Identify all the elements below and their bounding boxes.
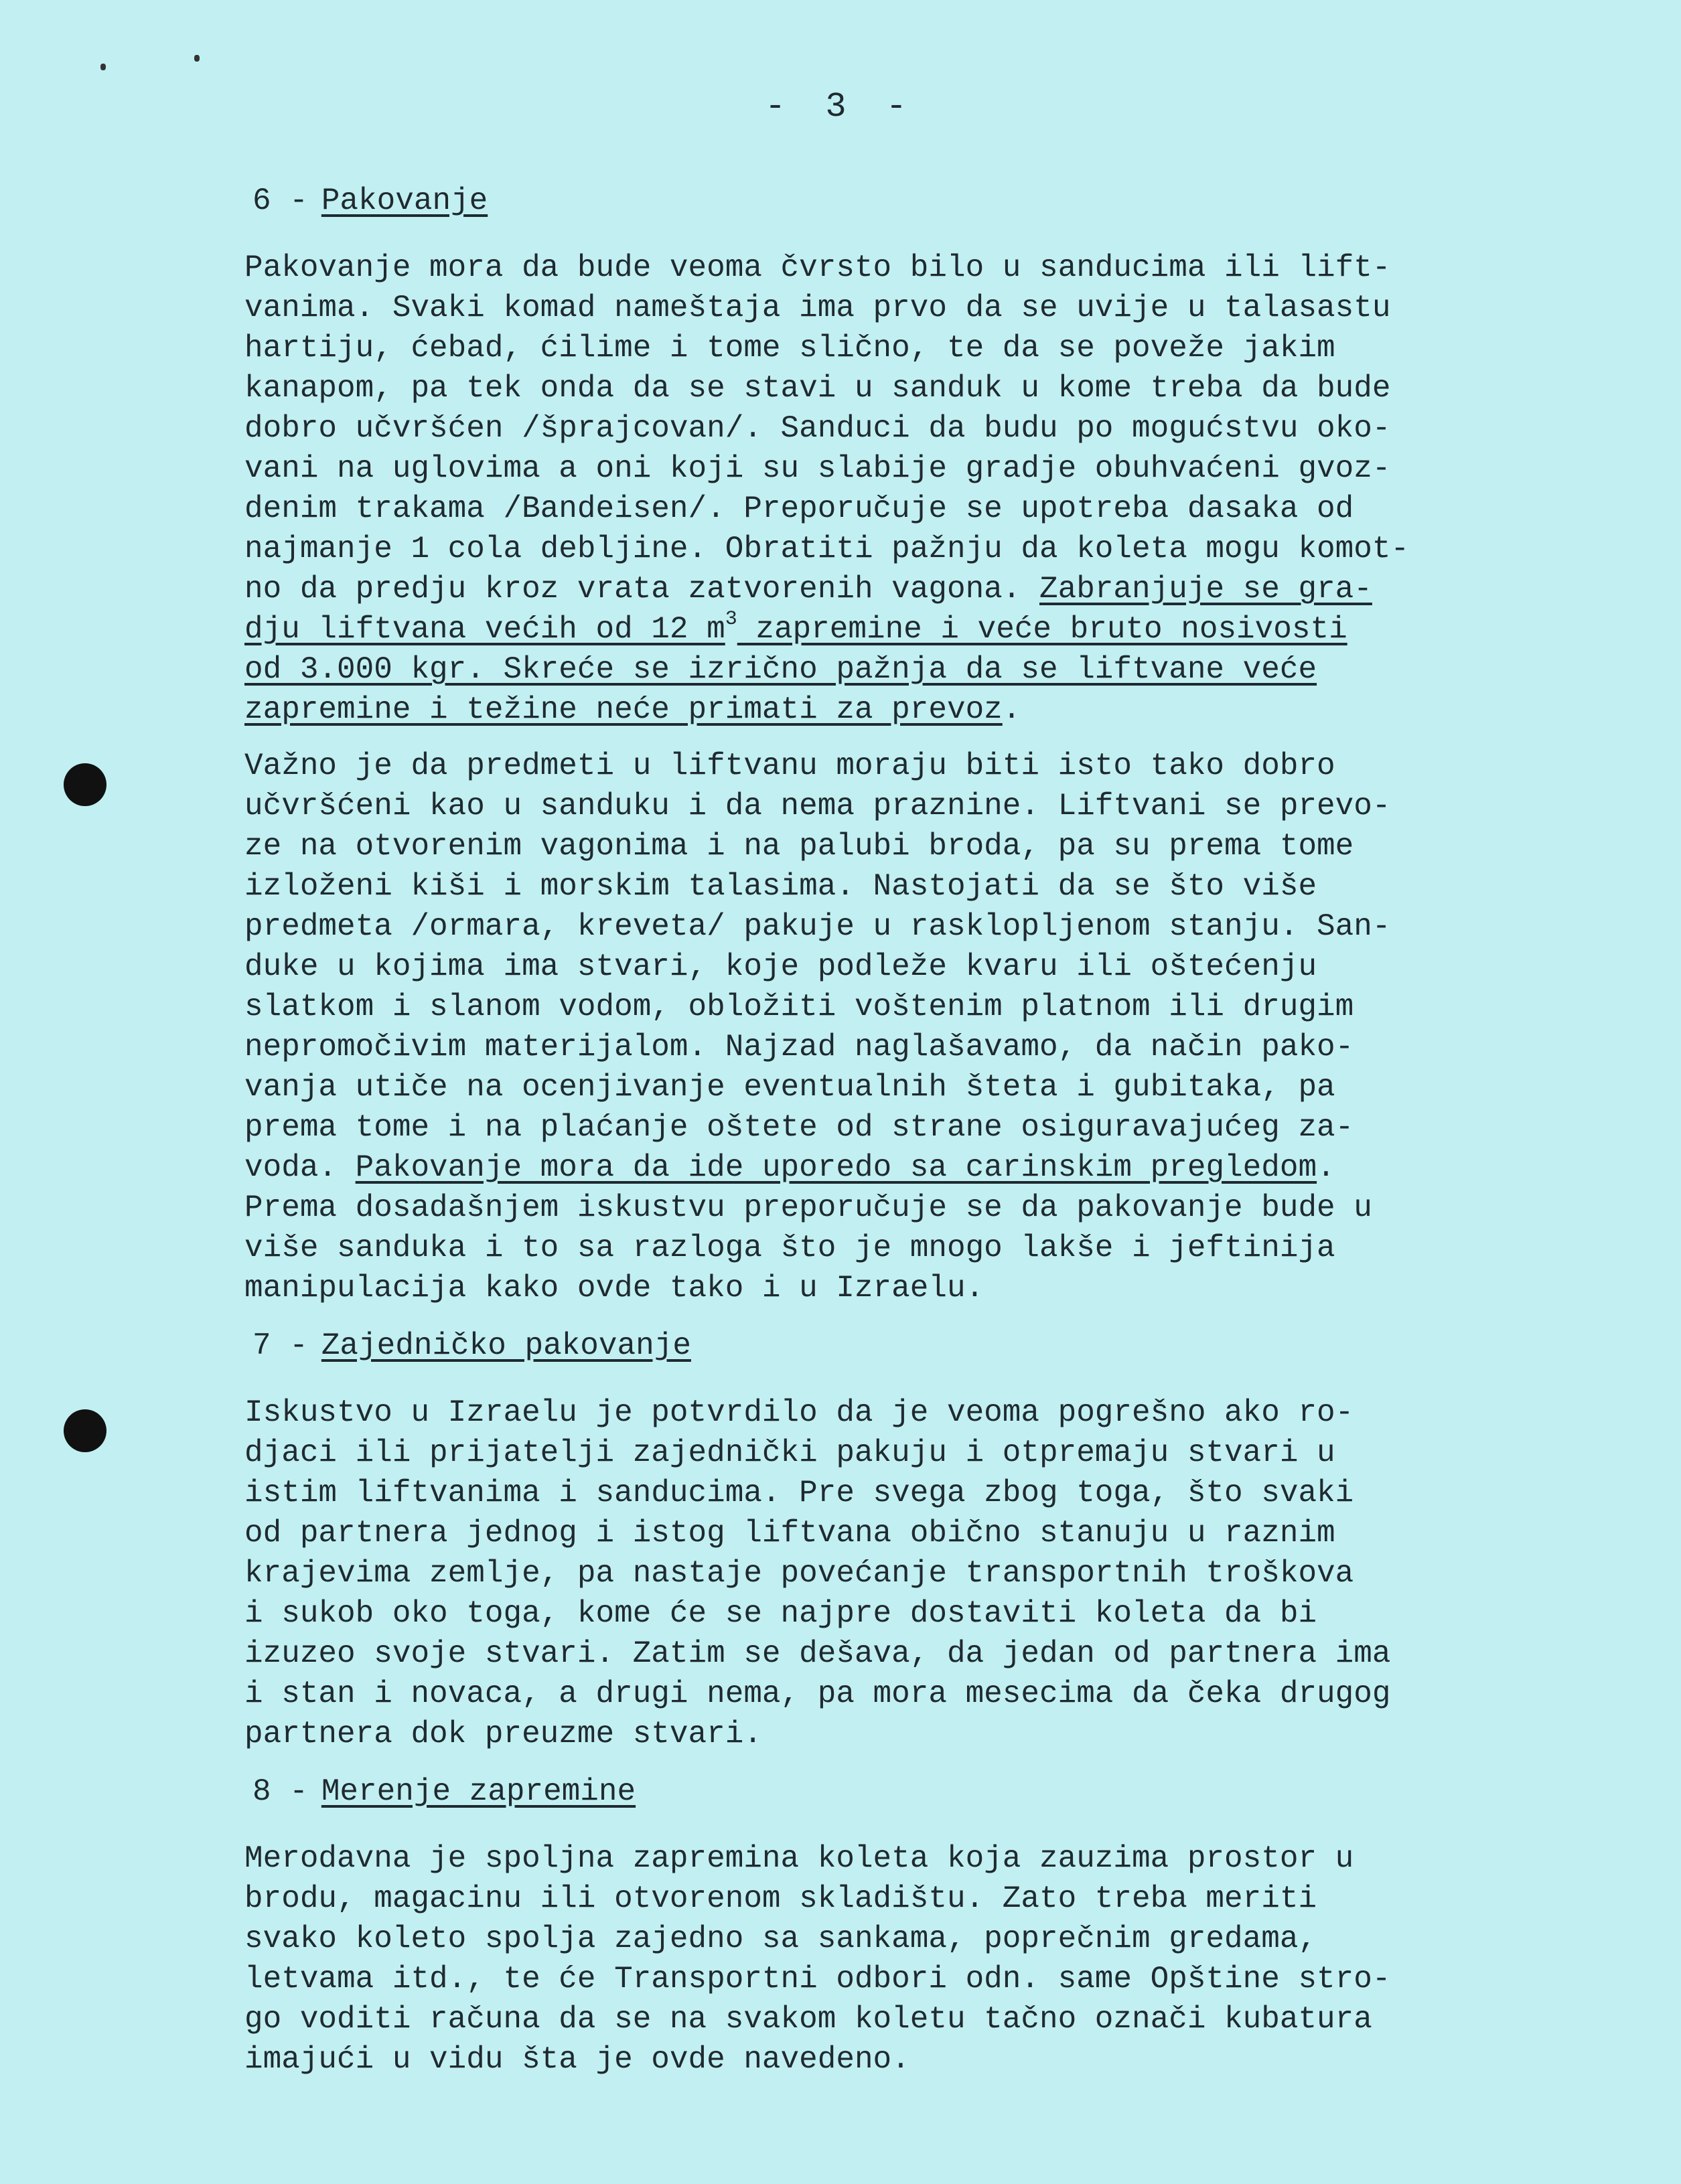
paper-speck (194, 55, 200, 62)
text-segment: manipulacija kako ovde tako i u Izraelu. (244, 1271, 984, 1306)
text-segment: Iskustvo u Izraelu je potvrdilo da je veoma pogrešno ako ro- (244, 1395, 1354, 1430)
text-segment: voda. (244, 1150, 356, 1185)
text-segment: dobro učvršćen /šprajcovan/. Sanduci da budu po mogućstvu oko- (244, 411, 1391, 446)
text-line (244, 1393, 1564, 1433)
punch-hole (64, 763, 106, 806)
paper-speck (100, 64, 106, 70)
text-segment: hartiju, ćebad, ćilime i tome slično, te da se poveže jakim (244, 331, 1335, 366)
text-line (244, 1634, 1564, 1674)
text-segment: no da predju kroz vrata zatvorenih vagona. (244, 572, 1039, 607)
text-segment: više sanduka i to sa razloga što je mnogo lakše i jeftinija (244, 1231, 1335, 1265)
text-line (244, 248, 1564, 288)
text-line (244, 1188, 1564, 1228)
text-line (244, 786, 1564, 826)
text-line (244, 1714, 1564, 1754)
underlined-text: Pakovanje mora da ide uporedo sa carinskim pregledom (355, 1150, 1317, 1185)
text-line (244, 1999, 1564, 2039)
text-segment: vanima. Svaki komad nameštaja ima prvo da se uvije u talasastu (244, 291, 1391, 325)
section (244, 181, 1564, 1308)
section (244, 1326, 1564, 1754)
text-segment: od partnera jednog i istog liftvana obično stanuju u raznim (244, 1516, 1335, 1551)
text-segment: slatkom i slanom vodom, obložiti voštenim platnom ili drugim (244, 990, 1354, 1024)
underlined-text: zapremine i težine neće primati za prevoz (244, 692, 1003, 727)
text-line (244, 947, 1564, 987)
underlined-text: od 3.000 kgr. Skreće se izrično pažnja da se liftvane veće (244, 652, 1317, 687)
text-line (244, 1027, 1564, 1067)
text-line (244, 609, 1564, 649)
text-line (244, 1268, 1564, 1308)
text-line (244, 826, 1564, 866)
text-line (244, 1879, 1564, 1919)
section-number: 7 - (252, 1328, 308, 1363)
text-line (244, 489, 1564, 529)
section-title: Pakovanje (321, 183, 488, 218)
paragraph (244, 248, 1564, 730)
text-line (244, 1593, 1564, 1634)
underlined-text: zapremine i veće bruto nosivosti (737, 612, 1347, 647)
text-line (244, 1513, 1564, 1553)
text-line (244, 690, 1564, 730)
paragraph (244, 746, 1564, 1308)
text-line (244, 1959, 1564, 1999)
punch-hole (64, 1409, 106, 1452)
text-line (244, 449, 1564, 489)
text-segment: denim trakama /Bandeisen/. Preporučuje se upotreba dasaka od (244, 491, 1354, 526)
text-segment: ze na otvorenim vagonima i na palubi broda, pa su prema tome (244, 829, 1354, 864)
text-line (244, 1148, 1564, 1188)
text-segment: go voditi računa da se na svakom koletu tačno označi kubatura (244, 2002, 1372, 2037)
text-line (244, 1067, 1564, 1107)
text-line (244, 1107, 1564, 1148)
text-segment: i sukob oko toga, kome će se najpre dostaviti koleta da bi (244, 1596, 1317, 1631)
text-line (244, 368, 1564, 408)
text-segment: . (1002, 692, 1021, 727)
text-line (244, 1919, 1564, 1959)
section-number: 8 - (252, 1774, 308, 1809)
text-segment: i stan i novaca, a drugi nema, pa mora mesecima da čeka drugog (244, 1676, 1391, 1711)
text-segment: djaci ili prijatelji zajednički pakuju i otpremaju stvari u (244, 1435, 1335, 1470)
text-segment: Merodavna je spoljna zapremina koleta koja zauzima prostor u (244, 1841, 1354, 1876)
text-segment: najmanje 1 cola debljine. Obratiti pažnju da koleta mogu komot- (244, 532, 1410, 566)
text-segment: svako koleto spolja zajedno sa sankama, poprečnim gredama, (244, 1922, 1317, 1956)
text-segment: vani na uglovima a oni koji su slabije gradje obuhvaćeni gvoz- (244, 451, 1391, 486)
text-line (244, 1228, 1564, 1268)
paragraph (244, 1839, 1564, 2080)
text-segment: imajući u vidu šta je ovde navedeno. (244, 2042, 910, 2077)
text-segment: izloženi kiši i morskim talasima. Nastojati da se što više (244, 869, 1317, 904)
page-number: - 3 - (764, 87, 917, 127)
text-segment: vanja utiče na ocenjivanje eventualnih šteta i gubitaka, pa (244, 1070, 1335, 1105)
section-heading (252, 1326, 1564, 1366)
underlined-text: Zabranjuje se gra- (1039, 572, 1372, 607)
text-segment: duke u kojima ima stvari, koje podleže kvaru ili oštećenju (244, 949, 1317, 984)
paragraph (244, 1393, 1564, 1754)
text-segment: partnera dok preuzme stvari. (244, 1717, 762, 1751)
text-segment: prema tome i na plaćanje oštete od strane osiguravajućeg za- (244, 1110, 1354, 1145)
text-line (244, 569, 1564, 609)
document-body (244, 181, 1564, 2097)
text-segment: Pakovanje mora da bude veoma čvrsto bilo u sanducima ili lift- (244, 250, 1391, 285)
text-segment: letvama itd., te će Transportni odbori odn. same Opštine stro- (244, 1962, 1391, 1997)
text-line (244, 866, 1564, 907)
underlined-text: dju liftvana većih od 12 m (244, 612, 725, 647)
text-segment: nepromočivim materijalom. Najzad naglašavamo, da način pako- (244, 1030, 1354, 1065)
text-segment: kanapom, pa tek onda da se stavi u sanduk u kome treba da bude (244, 371, 1391, 406)
text-segment: krajevima zemlje, pa nastaje povećanje transportnih troškova (244, 1556, 1354, 1591)
text-line (244, 288, 1564, 328)
section-heading (252, 181, 1564, 221)
text-line (244, 1473, 1564, 1513)
section-title: Merenje zapremine (321, 1774, 636, 1809)
text-line (244, 649, 1564, 690)
text-segment: istim liftvanima i sanducima. Pre svega zbog toga, što svaki (244, 1476, 1354, 1510)
section-number: 6 - (252, 183, 308, 218)
superscript: 3 (725, 608, 737, 631)
text-line (244, 2039, 1564, 2080)
text-line (244, 907, 1564, 947)
section-heading (252, 1772, 1564, 1812)
text-segment: učvršćeni kao u sanduku i da nema praznine. Liftvani se prevo- (244, 789, 1391, 824)
text-line (244, 987, 1564, 1027)
text-segment: brodu, magacinu ili otvorenom skladištu. Zato treba meriti (244, 1881, 1317, 1916)
text-line (244, 529, 1564, 569)
text-line (244, 1674, 1564, 1714)
text-segment: izuzeo svoje stvari. Zatim se dešava, da jedan od partnera ima (244, 1636, 1391, 1671)
text-segment: Prema dosadašnjem iskustvu preporučuje se da pakovanje bude u (244, 1190, 1372, 1225)
text-line (244, 408, 1564, 449)
text-line (244, 746, 1564, 786)
text-line (244, 1553, 1564, 1593)
text-line (244, 1433, 1564, 1473)
text-segment: Važno je da predmeti u liftvanu moraju biti isto tako dobro (244, 749, 1335, 783)
text-segment: . (1317, 1150, 1335, 1185)
text-line (244, 1839, 1564, 1879)
text-line (244, 328, 1564, 368)
text-segment: predmeta /ormara, kreveta/ pakuje u rasklopljenom stanju. San- (244, 909, 1391, 944)
section-title: Zajedničko pakovanje (321, 1328, 691, 1363)
section (244, 1772, 1564, 2080)
